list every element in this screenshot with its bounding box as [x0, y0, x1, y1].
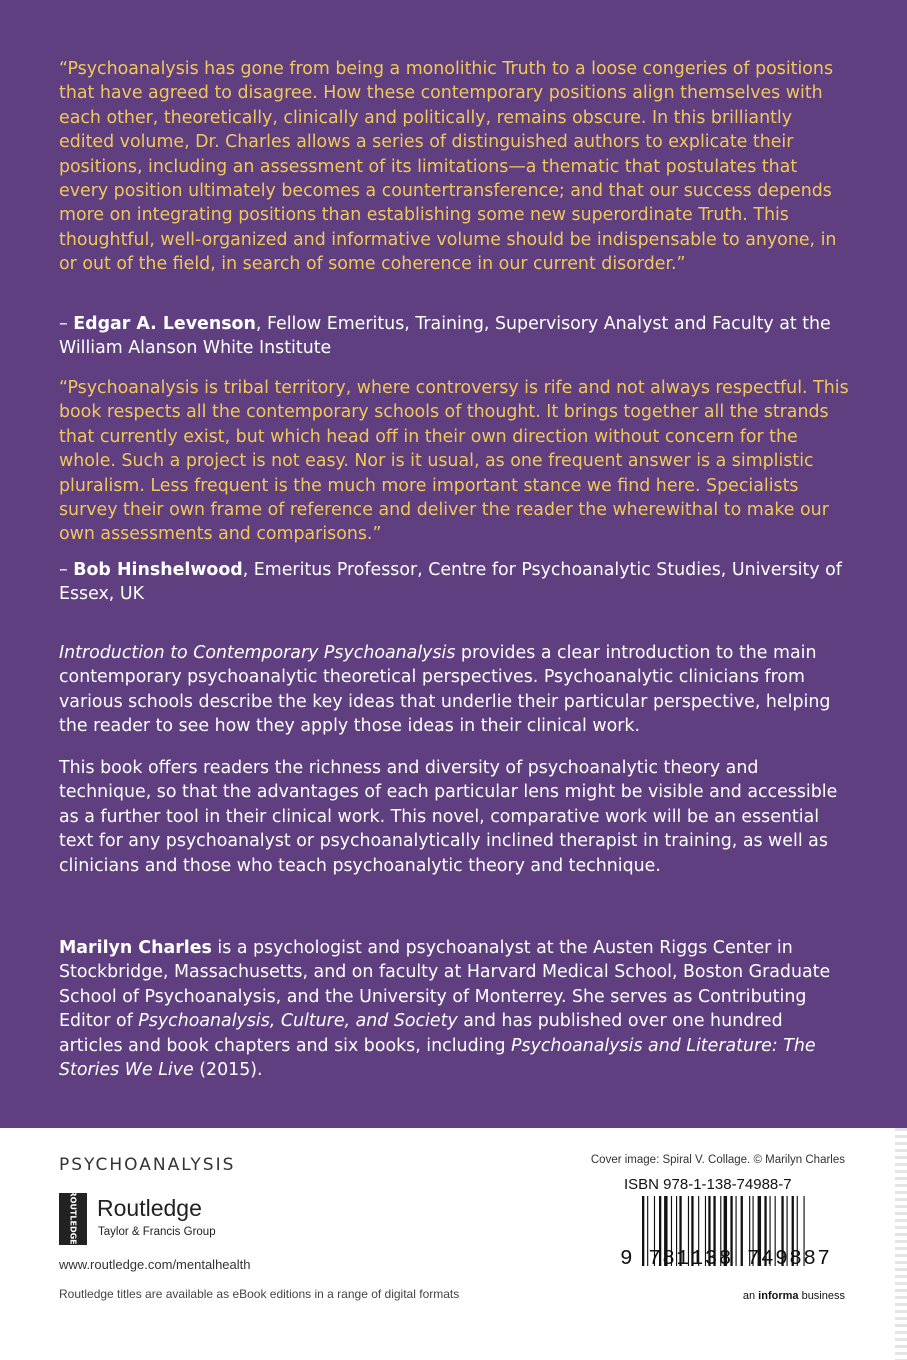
routledge-logo [59, 1190, 299, 1245]
routledge-mark-text: ROUTLEDGE [68, 1190, 78, 1245]
attribution-dash: – [59, 560, 74, 580]
barcode-digits: 9 781138 749887 [620, 1248, 832, 1271]
endorsement-attribution-1 [59, 312, 849, 361]
cover-image-credit: Cover image: Spiral V. Collage. © Marilyn Charles [590, 1154, 845, 1166]
isbn-barcode [620, 1176, 848, 1288]
informa-business-tag [743, 1290, 845, 1302]
previous-book-title: Psychoanalysis and Literature: The Stories We Live [59, 1035, 816, 1081]
description-text: provides a clear introduction to the main contemporary psychoanalytic theoretical perspectives. Psychoanalytic clinicians from various schools describe the key ideas that underlie their particular perspective, helping the reader to see how they apply those ideas in their clinical work. [59, 643, 831, 737]
bio-text: is a psychologist and psychoanalyst at the Austen Riggs Center in Stockbridge, Massachusetts, and on faculty at Harvard Medical School, Boston Graduate School of Psychoanalysis, and the University of Monterrey. She serves as Contributing Editor of [59, 938, 831, 1032]
book-title: Introduction to Contemporary Psychoanalysis [59, 643, 456, 663]
isbn-text: ISBN 978-1-138-74988-7 [624, 1176, 792, 1193]
description-paragraph-1 [59, 641, 849, 739]
journal-title: Psychoanalysis, Culture, and Society [138, 1011, 458, 1032]
edge-strip [895, 1128, 907, 1360]
endorsement-quote-2: “Psychoanalysis is tribal territory, where controversy is rife and not always respectful. This book respects all the contemporary schools of thought. It brings together all the strands that currently exist, but which head off in their own direction without concern for the whole. Such a project is not easy. Nor is it usual, as one frequent answer is a simplistic pluralism. Less frequent is the much more important stance we find here. Specialists survey their own frame of reference and deliver the reader the wherewithal to make our own assessments and comparisons.” [59, 378, 849, 545]
informa-word: informa [758, 1290, 799, 1302]
informa-prefix: an [742, 1290, 759, 1302]
routledge-mark-icon [59, 1190, 87, 1245]
endorser-name: Edgar A. Levenson [73, 314, 256, 334]
description-paragraph-2: This book offers readers the richness and diversity of psychoanalytic theory and technique, so that the advantages of each particular lens might be visible and accessible as a further tool in their clinical work. This novel, comparative work will be an essential text for any psychoanalyst or psychoanalytically inclined therapist in training, as well as clinicians and those who teach psychoanalytic theory and technique. [59, 758, 838, 876]
endorsement-attribution-2 [59, 558, 849, 607]
attribution-dash: – [59, 314, 74, 334]
endorser-affiliation: , Emeritus Professor, Centre for Psychoanalytic Studies, University of Essex, UK [59, 560, 842, 605]
publisher-url[interactable]: www.routledge.com/mentalhealth [59, 1257, 251, 1272]
endorser-name: Bob Hinshelwood [73, 560, 243, 580]
series-label: PSYCHOANALYSIS [59, 1155, 236, 1175]
ebook-note: Routledge titles are available as eBook editions in a range of digital formats [59, 1287, 460, 1301]
endorsement-quote-1: “Psychoanalysis has gone from being a monolithic Truth to a loose congeries of positions that have agreed to disagree. How these contemporary positions align themselves with each other, theoretically, clinically and politically, remains obscure. In this brilliantly edited volume, Dr. Charles allows a series of distinguished authors to explicate their positions, including an assessment of its limitations—a thematic that postulates that every position ultimately becomes a countertransference; and that our success depends more on integrating positions than establishing some new superordinate Truth. This thoughtful, well-organized and informative volume should be indispensable to anyone, in or out of the field, in search of some coherence in our current disorder.” [59, 59, 837, 275]
bio-text: (2015). [193, 1060, 263, 1081]
publisher-group: Taylor & Francis Group [98, 1226, 216, 1238]
publisher-name: Routledge [97, 1195, 202, 1221]
informa-suffix: business [798, 1290, 845, 1302]
endorser-affiliation: , Fellow Emeritus, Training, Supervisory Analyst and Faculty at the William Alanson White Institute [59, 314, 831, 359]
bio-text: and has published over one hundred articles and book chapters and six books, including [59, 1011, 783, 1056]
author-bio [59, 936, 849, 1082]
author-name: Marilyn Charles [59, 938, 212, 958]
